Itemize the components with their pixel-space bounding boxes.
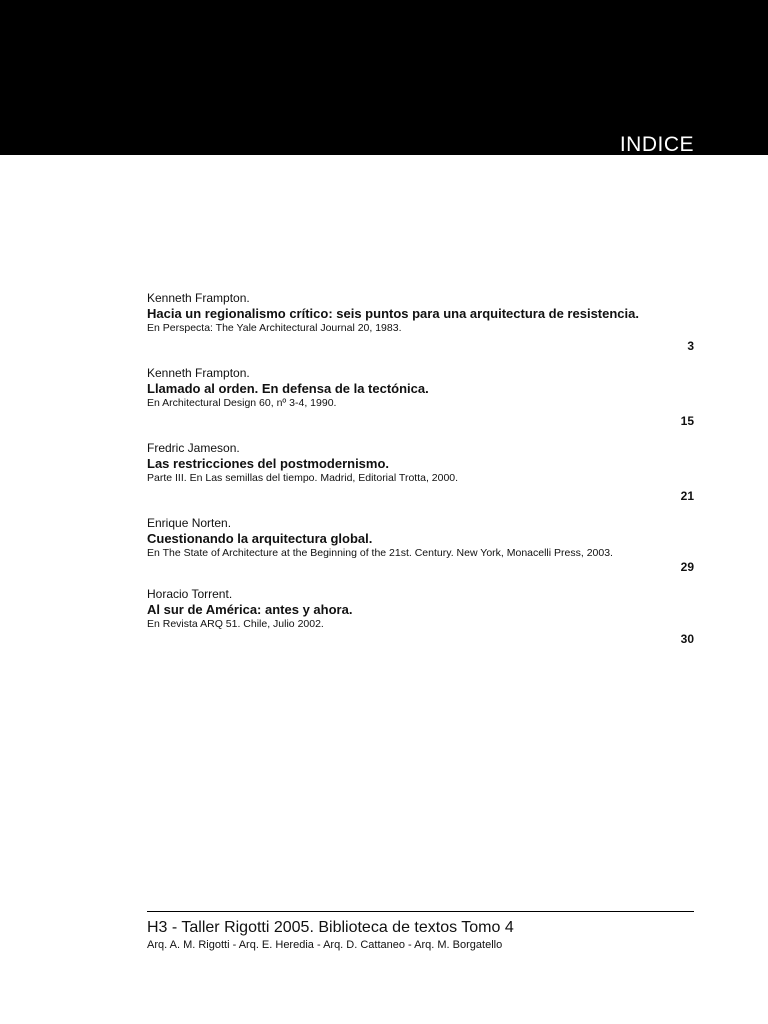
entry-source: En Revista ARQ 51. Chile, Julio 2002. (147, 618, 324, 630)
entry-source: En Perspecta: The Yale Architectural Journal 20, 1983. (147, 322, 402, 334)
entry-title: Cuestionando la arquitectura global. (147, 531, 373, 546)
entry-page-number: 3 (687, 339, 694, 353)
entry-title: Hacia un regionalismo crítico: seis puntos para una arquitectura de resistencia. (147, 306, 639, 321)
entry-title: Llamado al orden. En defensa de la tectónica. (147, 381, 429, 396)
entry-author: Fredric Jameson. (147, 441, 240, 455)
index-entry (147, 587, 694, 662)
entry-author: Kenneth Frampton. (147, 366, 250, 380)
index-entry (147, 291, 694, 366)
entry-page-number: 30 (680, 632, 694, 646)
header-band (0, 0, 768, 155)
entry-author: Kenneth Frampton. (147, 291, 250, 305)
index-entry (147, 516, 694, 587)
entry-title: Al sur de América: antes y ahora. (147, 602, 353, 617)
entry-source: En The State of Architecture at the Beginning of the 21st. Century. New York, Monacelli Press, 2003. (147, 547, 613, 559)
footer-divider (147, 911, 694, 912)
entry-source: Parte III. En Las semillas del tiempo. Madrid, Editorial Trotta, 2000. (147, 472, 459, 484)
entry-author: Enrique Norten. (147, 516, 232, 530)
entry-title: Las restricciones del postmodernismo. (147, 456, 390, 471)
entry-page-number: 21 (680, 489, 694, 503)
index-entry (147, 441, 694, 516)
footer-title: H3 - Taller Rigotti 2005. Biblioteca de textos Tomo 4 (147, 919, 514, 936)
entry-page-number: 29 (680, 560, 694, 574)
page-title: INDICE (619, 133, 694, 156)
entry-page-number: 15 (680, 414, 694, 428)
index-list (147, 291, 694, 662)
index-entry (147, 366, 694, 441)
entry-source: En Architectural Design 60, nº 3-4, 1990. (147, 397, 337, 409)
footer-credits: Arq. A. M. Rigotti - Arq. E. Heredia - Arq. D. Cattaneo - Arq. M. Borgatello (147, 939, 503, 951)
entry-author: Horacio Torrent. (147, 587, 233, 601)
